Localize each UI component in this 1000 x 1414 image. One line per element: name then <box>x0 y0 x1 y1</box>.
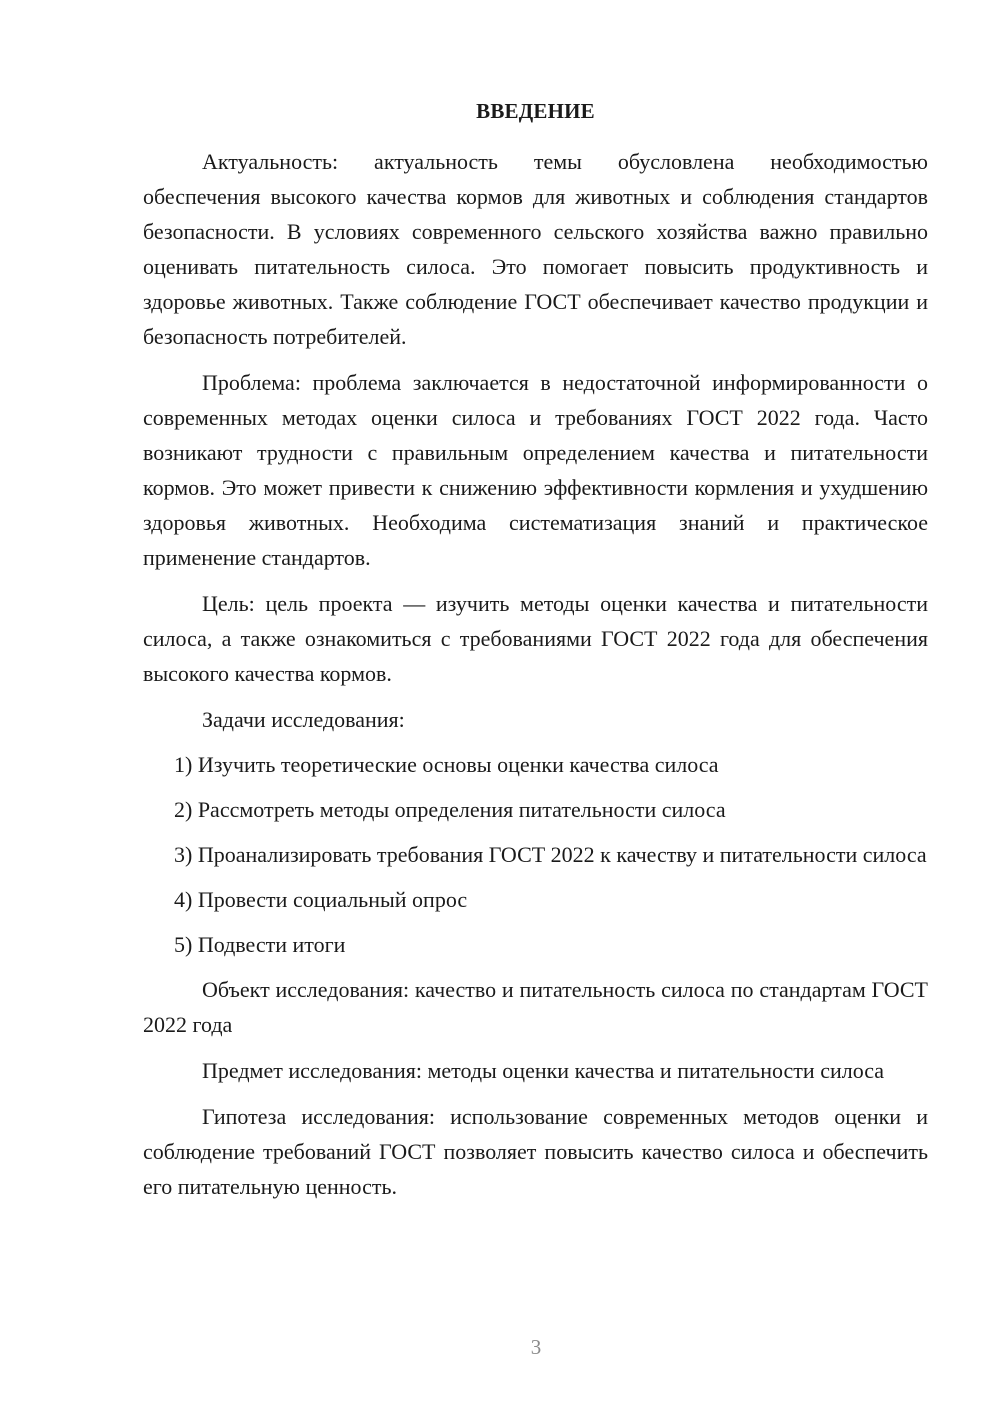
goal-paragraph: Цель: цель проекта — изучить методы оценки качества и питательности силоса, а также ознакомиться с требованиями ГОСТ 2022 года для обеспечения высокого качества кормов. <box>143 591 928 686</box>
subject-paragraph: Предмет исследования: методы оценки качества и питательности силоса <box>202 1058 885 1083</box>
page-number: 3 <box>530 1335 542 1359</box>
task-item-4: 4) Провести социальный опрос <box>174 887 468 912</box>
relevance-paragraph: Актуальность: актуальность темы обусловлена необходимостью обеспечения высокого качества кормов для животных и соблюдения стандартов безопасности. В условиях современного сельского хозяйства важно правильно оценивать питательность силоса. Это помогает повысить продуктивность и здоровье животных. Также соблюдение ГОСТ обеспечивает качество продукции и безопасность потребителей. <box>143 149 928 349</box>
task-item-1: 1) Изучить теоретические основы оценки качества силоса <box>174 752 719 777</box>
task-item-2: 2) Рассмотреть методы определения питательности силоса <box>174 797 726 822</box>
task-item-5: 5) Подвести итоги <box>174 932 346 957</box>
tasks-heading: Задачи исследования: <box>202 707 405 732</box>
object-paragraph: Объект исследования: качество и питательность силоса по стандартам ГОСТ 2022 года <box>143 977 928 1037</box>
page-title: ВВЕДЕНИЕ <box>476 99 595 123</box>
hypothesis-paragraph: Гипотеза исследования: использование современных методов оценки и соблюдение требований ГОСТ позволяет повысить качество силоса и обеспечить его питательную ценность. <box>143 1104 928 1199</box>
problem-paragraph: Проблема: проблема заключается в недостаточной информированности о современных методах оценки силоса и требованиях ГОСТ 2022 года. Часто возникают трудности с правильным определением качества и питательности кормов. Это может привести к снижению эффективности кормления и ухудшению здоровья животных. Необходима систематизация знаний и практическое применение стандартов. <box>143 370 928 570</box>
task-item-3: 3) Проанализировать требования ГОСТ 2022 к качеству и питательности силоса <box>174 842 927 867</box>
page-body <box>143 96 928 1215</box>
